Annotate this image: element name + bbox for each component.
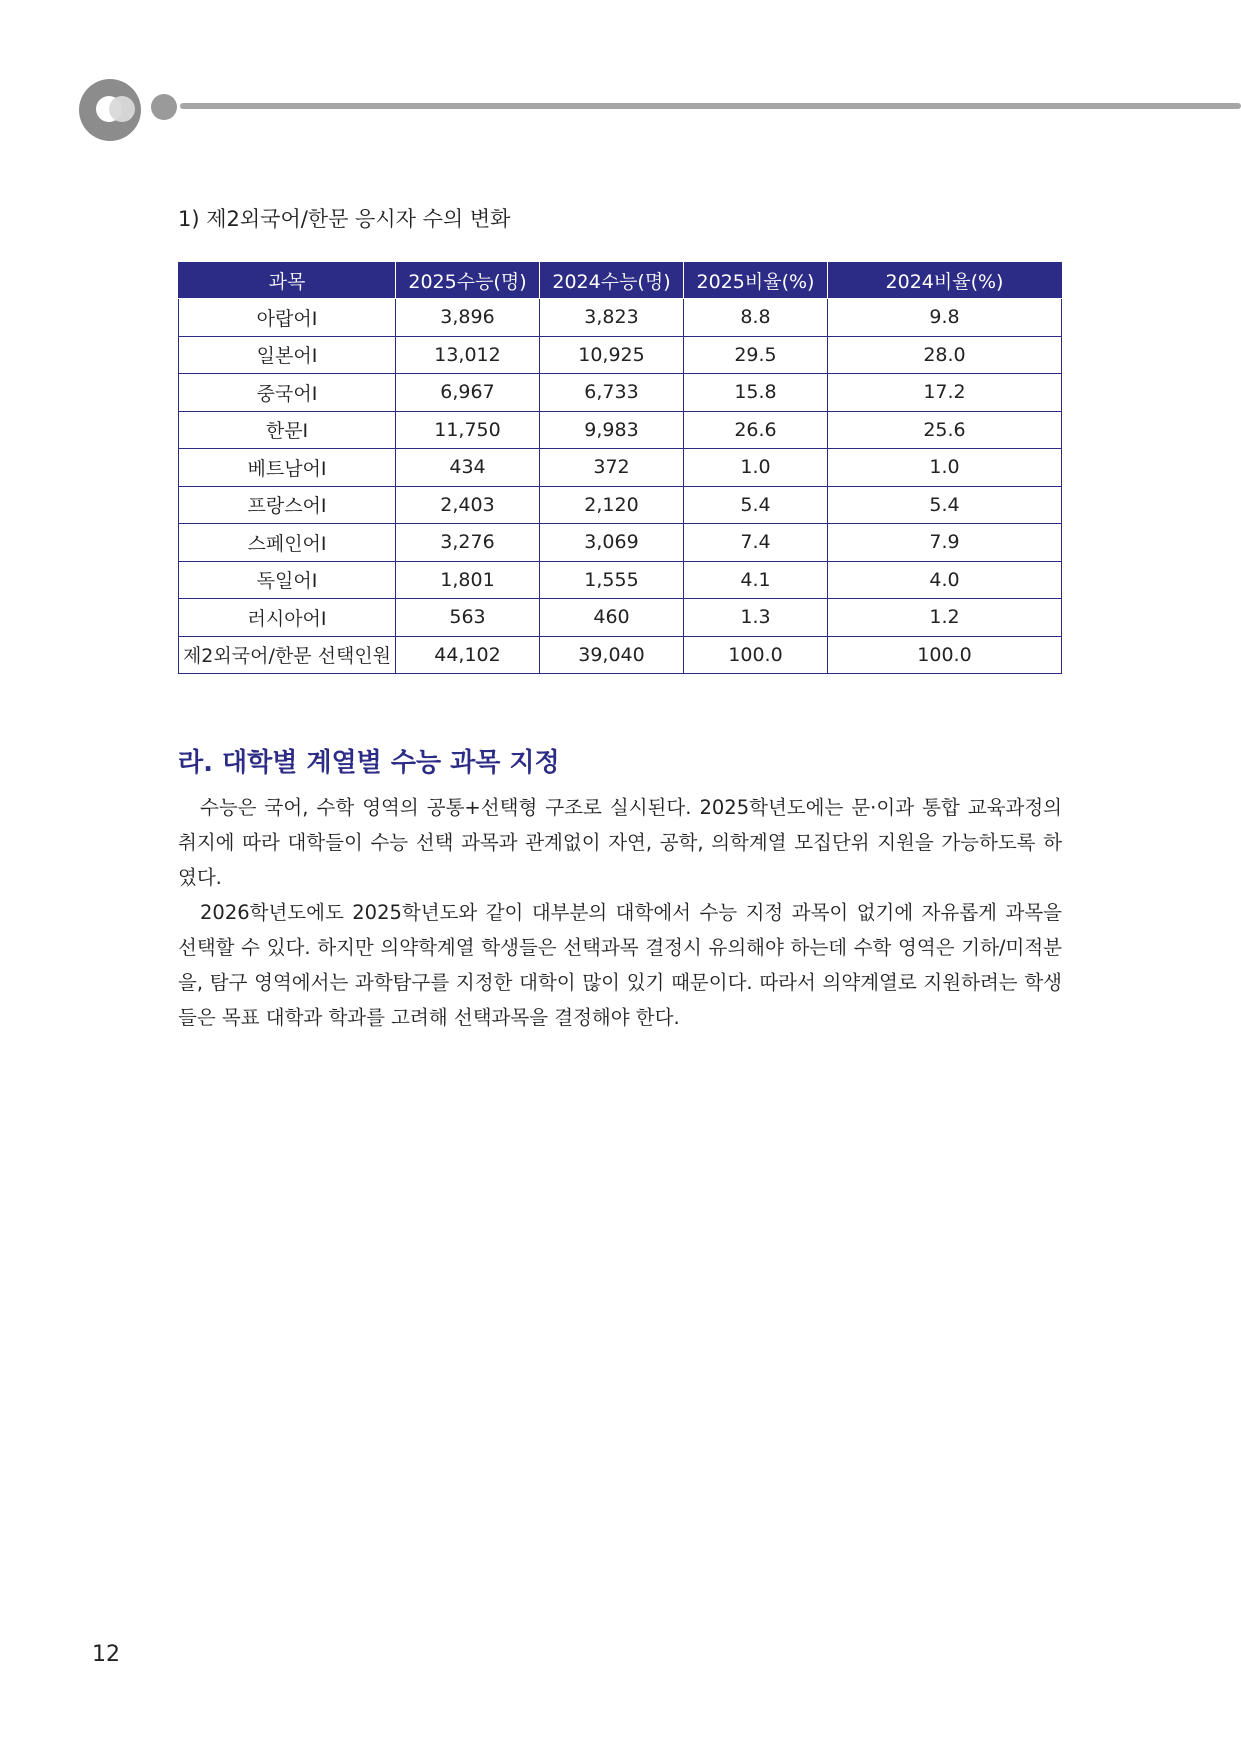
cell-2024-ratio: 28.0 bbox=[828, 336, 1062, 374]
header-2024-count: 2024수능(명) bbox=[540, 263, 684, 299]
cell-2025-ratio: 1.0 bbox=[684, 449, 828, 487]
cell-2024-count: 372 bbox=[540, 449, 684, 487]
table-row bbox=[179, 411, 1062, 449]
cell-2024-count: 460 bbox=[540, 599, 684, 637]
cell-2024-count: 6,733 bbox=[540, 374, 684, 412]
header-decoration bbox=[0, 0, 1241, 160]
cell-2024-ratio: 9.8 bbox=[828, 299, 1062, 337]
table-row bbox=[179, 486, 1062, 524]
cell-2024-count: 10,925 bbox=[540, 336, 684, 374]
cell-2025-ratio: 7.4 bbox=[684, 524, 828, 562]
header-subject: 과목 bbox=[179, 263, 396, 299]
cell-2025-count: 2,403 bbox=[396, 486, 540, 524]
cell-2024-ratio: 1.2 bbox=[828, 599, 1062, 637]
table-row bbox=[179, 449, 1062, 487]
cell-2025-count: 3,896 bbox=[396, 299, 540, 337]
cell-2025-ratio: 5.4 bbox=[684, 486, 828, 524]
cell-2025-count: 3,276 bbox=[396, 524, 540, 562]
table-row bbox=[179, 561, 1062, 599]
cell-2025-ratio: 26.6 bbox=[684, 411, 828, 449]
cell-2025-ratio: 4.1 bbox=[684, 561, 828, 599]
cell-2025-count: 1,801 bbox=[396, 561, 540, 599]
cell-2024-ratio: 17.2 bbox=[828, 374, 1062, 412]
header-rule bbox=[180, 103, 1241, 109]
cell-2024-ratio: 100.0 bbox=[828, 636, 1062, 674]
cell-subject: 일본어I bbox=[179, 336, 396, 374]
cell-2024-ratio: 4.0 bbox=[828, 561, 1062, 599]
body-text bbox=[178, 790, 1062, 1035]
header-2025-ratio: 2025비율(%) bbox=[684, 263, 828, 299]
cell-subject: 아랍어I bbox=[179, 299, 396, 337]
cell-2024-count: 1,555 bbox=[540, 561, 684, 599]
table-total-row bbox=[179, 636, 1062, 674]
cell-2024-count: 9,983 bbox=[540, 411, 684, 449]
cell-subject: 중국어I bbox=[179, 374, 396, 412]
cell-2024-count: 39,040 bbox=[540, 636, 684, 674]
paragraph: 수능은 국어, 수학 영역의 공통+선택형 구조로 실시된다. 2025학년도에는 문·이과 통합 교육과정의 취지에 따라 대학들이 수능 선택 과목과 관계없이 자연, 공학, 의학계열 모집단위 지원을 가능하도록 하였다. bbox=[178, 796, 1062, 889]
cell-2025-ratio: 1.3 bbox=[684, 599, 828, 637]
table-row bbox=[179, 374, 1062, 412]
table-row bbox=[179, 599, 1062, 637]
table-row bbox=[179, 299, 1062, 337]
cell-2024-ratio: 5.4 bbox=[828, 486, 1062, 524]
table-header-row bbox=[179, 263, 1062, 299]
table-title: 1) 제2외국어/한문 응시자 수의 변화 bbox=[178, 207, 511, 231]
cell-2025-ratio: 29.5 bbox=[684, 336, 828, 374]
logo-circle-small bbox=[151, 94, 177, 120]
cell-2025-ratio: 15.8 bbox=[684, 374, 828, 412]
section-heading: 라. 대학별 계열별 수능 과목 지정 bbox=[178, 748, 560, 778]
header-2024-ratio: 2024비율(%) bbox=[828, 263, 1062, 299]
table-row bbox=[179, 524, 1062, 562]
page-number: 12 bbox=[92, 1642, 120, 1667]
cell-subject: 제2외국어/한문 선택인원 bbox=[179, 636, 396, 674]
cell-2024-count: 3,823 bbox=[540, 299, 684, 337]
table-row bbox=[179, 336, 1062, 374]
cell-subject: 베트남어I bbox=[179, 449, 396, 487]
cell-2025-count: 13,012 bbox=[396, 336, 540, 374]
cell-subject: 러시아어I bbox=[179, 599, 396, 637]
cell-2024-count: 2,120 bbox=[540, 486, 684, 524]
cell-2024-ratio: 1.0 bbox=[828, 449, 1062, 487]
cell-2025-count: 6,967 bbox=[396, 374, 540, 412]
cell-2024-ratio: 7.9 bbox=[828, 524, 1062, 562]
cell-subject: 한문I bbox=[179, 411, 396, 449]
logo-circle-inner-right bbox=[109, 96, 135, 122]
cell-subject: 독일어I bbox=[179, 561, 396, 599]
cell-2025-count: 11,750 bbox=[396, 411, 540, 449]
cell-2024-ratio: 25.6 bbox=[828, 411, 1062, 449]
cell-2025-ratio: 100.0 bbox=[684, 636, 828, 674]
cell-subject: 프랑스어I bbox=[179, 486, 396, 524]
cell-2024-count: 3,069 bbox=[540, 524, 684, 562]
cell-2025-count: 44,102 bbox=[396, 636, 540, 674]
cell-2025-ratio: 8.8 bbox=[684, 299, 828, 337]
paragraph: 2026학년도에도 2025학년도와 같이 대부분의 대학에서 수능 지정 과목이 없기에 자유롭게 과목을 선택할 수 있다. 하지만 의약학계열 학생들은 선택과목 결정시 유의해야 하는데 수학 영역은 기하/미적분을, 탐구 영역에서는 과학탐구를 지정한 대학이 많이 있기 때문이다. 따라서 의약계열로 지원하려는 학생들은 목표 대학과 학과를 고려해 선택과목을 결정해야 한다. bbox=[178, 901, 1062, 1029]
applicants-table bbox=[178, 262, 1062, 674]
header-2025-count: 2025수능(명) bbox=[396, 263, 540, 299]
cell-2025-count: 563 bbox=[396, 599, 540, 637]
cell-2025-count: 434 bbox=[396, 449, 540, 487]
cell-subject: 스페인어I bbox=[179, 524, 396, 562]
